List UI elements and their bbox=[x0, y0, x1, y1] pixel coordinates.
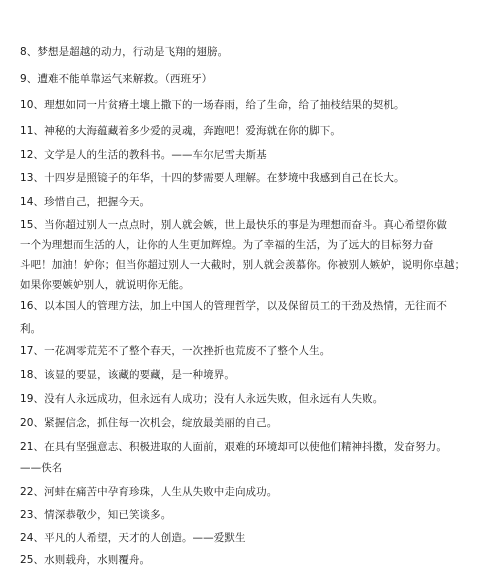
quote-16-line-1: 16、以本国人的管理方法，加上中国人的管理哲学，以及保留员工的干劲及热情，无往而不 bbox=[20, 300, 447, 312]
quote-22: 22、河蚌在痛苦中孕育珍珠，人生从失败中走向成功。 bbox=[20, 486, 278, 498]
quote-19: 19、没有人永远成功，但永远有人成功；没有人永远失败，但永远有人失败。 bbox=[20, 393, 384, 405]
quote-15-line-3: 斗吧！加油！妒你；但当你超过别人一大截时，别人就会羡慕你。你被别人嫉妒，说明你卓越； bbox=[20, 259, 466, 271]
quote-23: 23、情深恭敬少，知已笑谈多。 bbox=[20, 509, 172, 521]
quote-17: 17、一花凋零荒芜不了整个春天，一次挫折也荒废不了整个人生。 bbox=[20, 345, 331, 357]
quote-21-line-2: ——佚名 bbox=[20, 462, 63, 474]
quote-15-line-4: 如果你要嫉妒别人，就说明你无能。 bbox=[20, 279, 190, 291]
quote-9: 9、遭难不能单靠运气来解救。（西班牙） bbox=[20, 73, 213, 85]
quote-15-line-1: 15、当你超过别人一点点时，别人就会嫉，世上最快乐的事是为理想而奋斗。真心希望你做 bbox=[20, 219, 447, 231]
quote-15-line-2: 一个为理想而生活的人，让你的人生更加辉煌。为了幸福的生活，为了远大的目标努力奋 bbox=[20, 239, 434, 251]
quote-25: 25、水则载舟，水则覆舟。 bbox=[20, 554, 151, 566]
quote-21-line-1: 21、在具有坚强意志、积极进取的人面前，艰难的环境却可以使他们精神抖擞，发奋努力。 bbox=[20, 441, 447, 453]
quote-24: 24、平凡的人希望，天才的人创造。——爱默生 bbox=[20, 532, 246, 544]
quote-16-line-2: 利。 bbox=[20, 323, 42, 335]
quote-11: 11、神秘的大海蕴藏着多少爱的灵魂，奔跑吧！爱海就在你的脚下。 bbox=[20, 125, 341, 137]
quote-18: 18、该显的要显，该藏的要藏，是一种境界。 bbox=[20, 369, 235, 381]
quote-20: 20、紧握信念，抓住每一次机会，绽放最美丽的自己。 bbox=[20, 417, 278, 429]
quote-10: 10、理想如同一片贫瘠土壤上撒下的一场春雨，给了生命，给了抽枝结果的契机。 bbox=[20, 99, 405, 111]
quote-8: 8、梦想是超越的动力，行动是飞翔的翅膀。 bbox=[20, 46, 229, 58]
quote-13: 13、十四岁是照镜子的年华，十四的梦需要人理解。在梦境中我感到自己在长大。 bbox=[20, 172, 405, 184]
quote-12: 12、文学是人的生活的教科书。——车尔尼雪夫斯基 bbox=[20, 149, 267, 161]
quote-14: 14、珍惜自己，把握今天。 bbox=[20, 196, 151, 208]
